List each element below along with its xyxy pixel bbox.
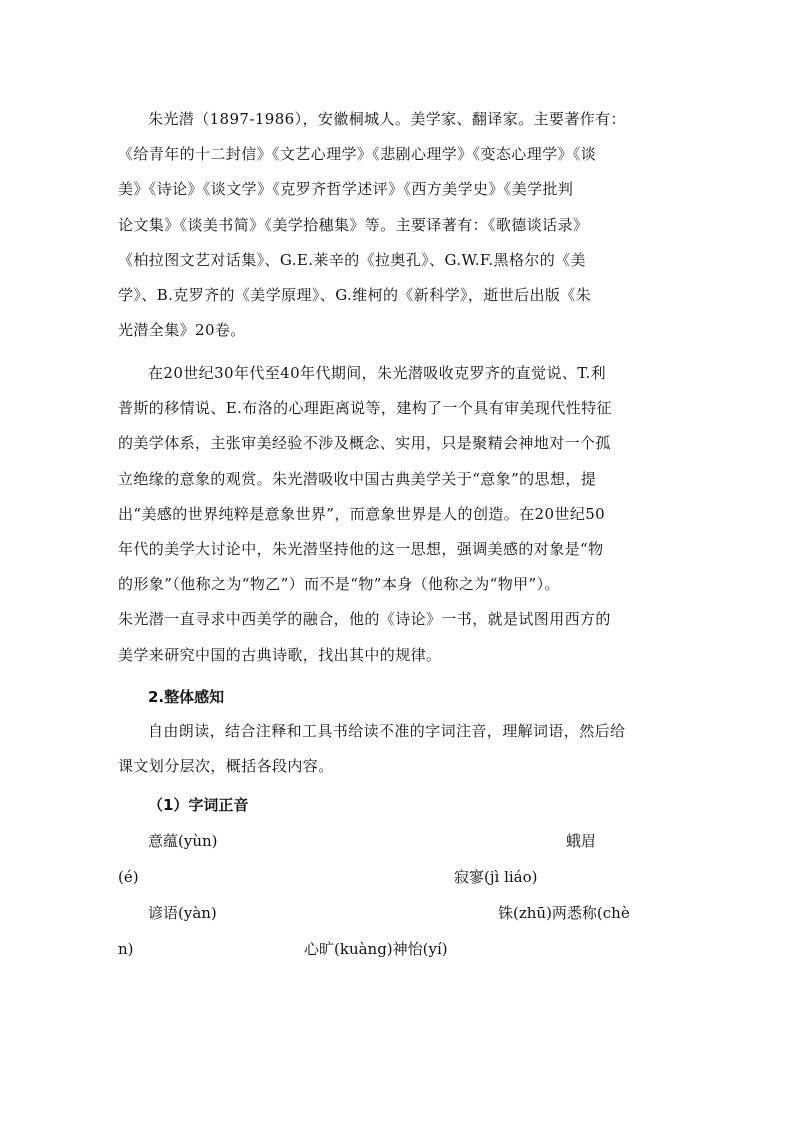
subsection-heading-pronunciation: （1）字词正音	[148, 796, 249, 814]
task-instruction-paragraph	[118, 714, 678, 784]
vocab-item-emei: 蛾眉	[566, 832, 597, 850]
paragraph-line: 美》《诗论》《谈文学》《克罗齐哲学述评》《西方美学史》《美学批判	[118, 180, 574, 199]
aesthetic-thought-paragraph	[118, 356, 678, 673]
paragraph-line: 朱光潜一直寻求中西美学的融合，他的《诗论》一书，就是试图用西方的	[118, 610, 611, 629]
vocab-item-yiyun: 意蕴(yùn)	[148, 832, 218, 850]
author-intro-paragraph	[118, 102, 678, 348]
paragraph-line: 学》、B.克罗齐的《美学原理》、G.维柯的《新科学》，逝世后出版《朱	[118, 286, 592, 305]
paragraph-line: 年代的美学大讨论中，朱光潜坚持他的这一思想，强调美感的对象是“物	[118, 540, 604, 559]
vocab-item-jiliao: 寂寥(jì liáo)	[454, 868, 538, 886]
paragraph-line: 美学来研究中国的古典诗歌，找出其中的规律。	[118, 645, 442, 664]
paragraph-line: 《柏拉图文艺对话集》、G.E.莱辛的《拉奥孔》、G.W.F.黑格尔的《美	[118, 250, 586, 269]
paragraph-line: 的形象”（他称之为“物乙”）而不是“物”本身（他称之为“物甲”）。	[118, 575, 560, 594]
paragraph-line: 自由朗读，结合注释和工具书给读不准的字词注音，理解词语，然后给	[148, 722, 626, 740]
paragraph-line: 普斯的移情说、E.布洛的心理距离说等，建构了一个具有审美现代性特征	[118, 399, 612, 418]
paragraph-line: 立绝缘的意象的观赏。朱光潜吸收中国古典美学关于“意象”的思想，提	[118, 469, 597, 488]
paragraph-line: 课文划分层次，概括各段内容。	[118, 757, 334, 776]
vocab-item-emei-pinyin: (é)	[118, 868, 139, 886]
vocab-item-zhuliang-end: n)	[118, 940, 134, 958]
paragraph-line: 《给青年的十二封信》《文艺心理学》《悲剧心理学》《变态心理学》《谈	[118, 145, 597, 164]
paragraph-line: 的美学体系，主张审美经验不涉及概念、实用，只是聚精会神地对一个孤	[118, 434, 611, 453]
paragraph-line: 光潜全集》20卷。	[118, 321, 246, 340]
paragraph-line: 出“美感的世界纯粹是意象世界”，而意象世界是人的创造。在20世纪50	[118, 504, 606, 523]
vocab-item-xinkuang: 心旷(kuàng)神怡(yí)	[304, 940, 448, 958]
paragraph-line: 朱光潜（1897-1986），安徽桐城人。美学家、翻译家。主要著作有：	[148, 110, 626, 128]
vocab-item-yanyu: 谚语(yàn)	[148, 904, 217, 922]
section-heading-overall-perception: 2.整体感知	[148, 688, 225, 706]
vocab-item-zhuliang: 铢(zhū)两悉称(chè	[498, 904, 630, 922]
paragraph-line: 在20世纪30年代至40年代期间，朱光潜吸收克罗齐的直觉说、T.利	[148, 364, 607, 382]
paragraph-line: 论文集》《谈美书简》《美学拾穗集》等。主要译著有：《歌德谈话录》	[118, 215, 589, 234]
